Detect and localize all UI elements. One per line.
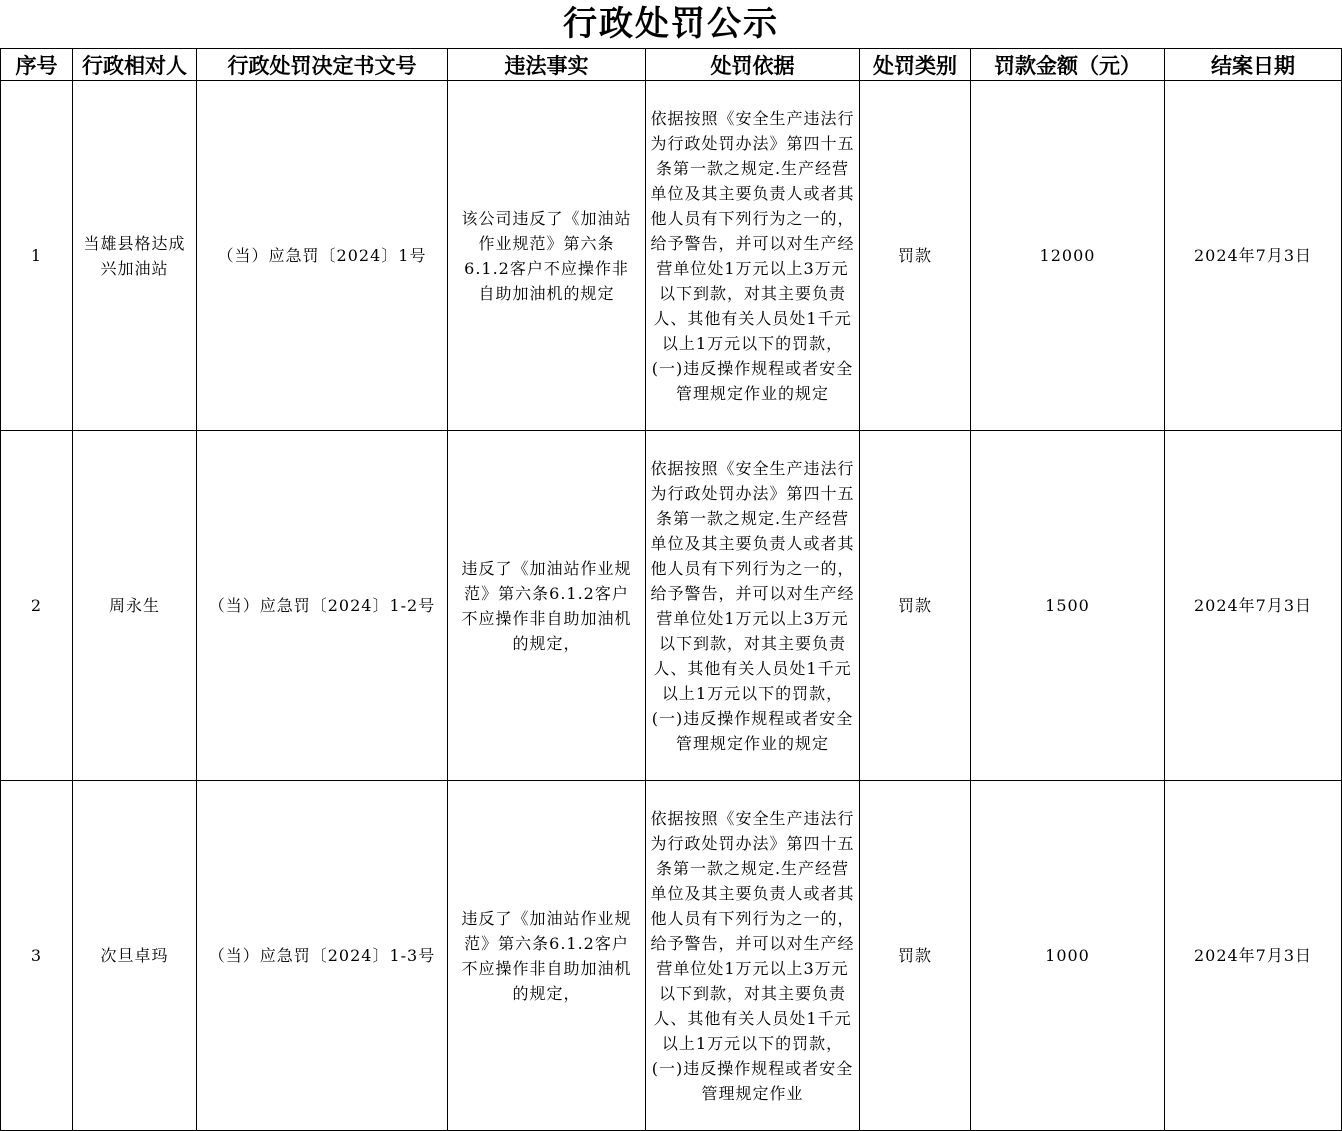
cell-amount: 1000 [971,781,1165,1131]
cell-party: 周永生 [73,431,197,781]
cell-doc-no: （当）应急罚〔2024〕1号 [197,81,448,431]
cell-amount: 1500 [971,431,1165,781]
cell-fact: 违反了《加油站作业规范》第六条6.1.2客户不应操作非自助加油机的规定， [448,781,646,1131]
header-fact: 违法事实 [448,49,646,81]
cell-basis: 依据按照《安全生产违法行为行政处罚办法》第四十五条第一款之规定.生产经营单位及其主要负责人或者其他人员有下列行为之一的，给予警告，并可以对生产经营单位处1万元以上3万元以下到款，对其主要负责人、其他有关人员处1千元以上1万元以下的罚款，(一)违反操作规程或者安全管理规定作业的规定 [646,81,860,431]
header-index: 序号 [1,49,73,81]
header-basis: 处罚依据 [646,49,860,81]
cell-basis: 依据按照《安全生产违法行为行政处罚办法》第四十五条第一款之规定.生产经营单位及其主要负责人或者其他人员有下列行为之一的，给予警告，并可以对生产经营单位处1万元以上3万元以下到款，对其主要负责人、其他有关人员处1千元以上1万元以下的罚款，(一)违反操作规程或者安全管理规定作业 [646,781,860,1131]
cell-category: 罚款 [860,781,971,1131]
cell-doc-no: （当）应急罚〔2024〕1-2号 [197,431,448,781]
header-doc-no: 行政处罚决定书文号 [197,49,448,81]
cell-category: 罚款 [860,431,971,781]
cell-date: 2024年7月3日 [1165,81,1342,431]
cell-index: 2 [1,431,73,781]
cell-index: 3 [1,781,73,1131]
cell-date: 2024年7月3日 [1165,781,1342,1131]
cell-doc-no: （当）应急罚〔2024〕1-3号 [197,781,448,1131]
cell-party: 次旦卓玛 [73,781,197,1131]
cell-basis: 依据按照《安全生产违法行为行政处罚办法》第四十五条第一款之规定.生产经营单位及其主要负责人或者其他人员有下列行为之一的，给予警告，并可以对生产经营单位处1万元以上3万元以下到款，对其主要负责人、其他有关人员处1千元以上1万元以下的罚款，(一)违反操作规程或者安全管理规定作业的规定 [646,431,860,781]
penalty-table [0,48,1342,1131]
cell-category: 罚款 [860,81,971,431]
page-title: 行政处罚公示 [563,4,779,44]
table-row [1,431,1342,781]
header-row [1,49,1342,81]
cell-index: 1 [1,81,73,431]
header-amount: 罚款金额（元） [971,49,1165,81]
cell-amount: 12000 [971,81,1165,431]
header-party: 行政相对人 [73,49,197,81]
cell-fact: 该公司违反了《加油站作业规范》第六条6.1.2客户不应操作非自助加油机的规定 [448,81,646,431]
table-row [1,81,1342,431]
cell-fact: 违反了《加油站作业规范》第六条6.1.2客户不应操作非自助加油机的规定， [448,431,646,781]
header-category: 处罚类别 [860,49,971,81]
header-date: 结案日期 [1165,49,1342,81]
cell-date: 2024年7月3日 [1165,431,1342,781]
cell-party: 当雄县格达成兴加油站 [73,81,197,431]
table-row [1,781,1342,1131]
